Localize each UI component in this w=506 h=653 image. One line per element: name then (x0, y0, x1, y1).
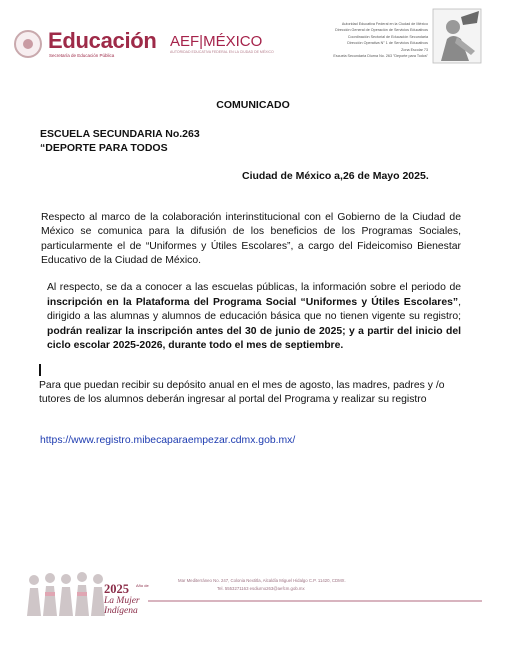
header-institution-lines (292, 21, 428, 59)
footer-year-tag: Año de (136, 583, 149, 588)
brand-subtitle: Secretaría de Educación Pública (49, 53, 115, 58)
school-name: ESCUELA SECUNDARIA No.263 (40, 128, 200, 140)
school-motto: “DEPORTE PARA TODOS (40, 142, 168, 154)
paragraph-intro: Respecto al marco de la colaboración interinstitucional con el Gobierno de la Ciudad de México se comunica para la difusión de los beneficios de los Programas Sociales, particularmente el de “Uniformes y Útiles Escolares”, a cargo del Fideicomiso Bienestar Educativo de la Ciudad de México. (41, 212, 461, 267)
footer-contact: Tel. 5553271163 esdiurno263@aefcm.gob.mx (217, 586, 305, 591)
header-line: Coordinación Sectorial de Educación Secundaria (347, 34, 428, 39)
paragraph-text: , dirigido a las alumnas y alumnos de educación básica que no tienen vigente su registro; (47, 296, 461, 323)
aef-logo-text: AEF|MÉXICO (170, 33, 263, 50)
brand-name: Educación (48, 28, 157, 53)
header-line: Autoridad Educativa Federal en la Ciudad de México (341, 22, 428, 26)
header-line: Escuela Secundaria Diurna No. 263 "Deporte para Todos" (333, 54, 428, 59)
aef-subtitle: AUTORIDAD EDUCATIVA FEDERAL EN LA CIUDAD DE MÉXICO (170, 50, 274, 54)
paragraph-bold-text: inscripción en la Plataforma del Programa Social “Uniformes y Útiles Escolares” (47, 296, 459, 308)
date-line: Ciudad de México a,26 de Mayo 2025. (242, 170, 429, 182)
paragraph-registration (47, 281, 461, 354)
text-cursor (39, 364, 41, 376)
paragraph-text: Al respecto, se da a conocer a las escuelas públicas, la información sobre el periodo de (47, 282, 461, 293)
registration-link[interactable]: https://www.registro.mibecaparaempezar.cdmx.gob.mx/ (40, 435, 296, 446)
footer-address: Mar Mediterráneo No. 247, Colonia Nextitla, Alcaldía Miguel Hidalgo C.P. 11420, CDMX. (178, 578, 346, 583)
school-emblem-icon (431, 7, 483, 65)
paragraph-bold-text: podrán realizar la inscripción antes del 30 de junio de 2025; y a partir del inicio del ciclo escolar 2025-2026, durante todo el mes de septiembre. (47, 325, 461, 352)
footer-slogan-line1: La Mujer (104, 596, 140, 606)
footer-divider (148, 600, 482, 602)
header-line: Zona Escolar 73 (401, 47, 428, 52)
header-line: Dirección General de Operación de Servicios Educativos (335, 28, 428, 33)
header-line: Dirección Operativa N° 1 de Servicios Educativos (347, 41, 428, 46)
footer-year: 2025 (104, 582, 129, 596)
footer-slogan-line2: Indígena (104, 606, 138, 616)
sep-logo-icon (14, 30, 42, 58)
paragraph-deposit: Para que puedan recibir su depósito anual en el mes de agosto, las madres, padres y /o tutores de los alumnos deberán ingresar al portal del Programa y realizar su registro (39, 380, 445, 406)
document-title: COMUNICADO (216, 99, 290, 111)
